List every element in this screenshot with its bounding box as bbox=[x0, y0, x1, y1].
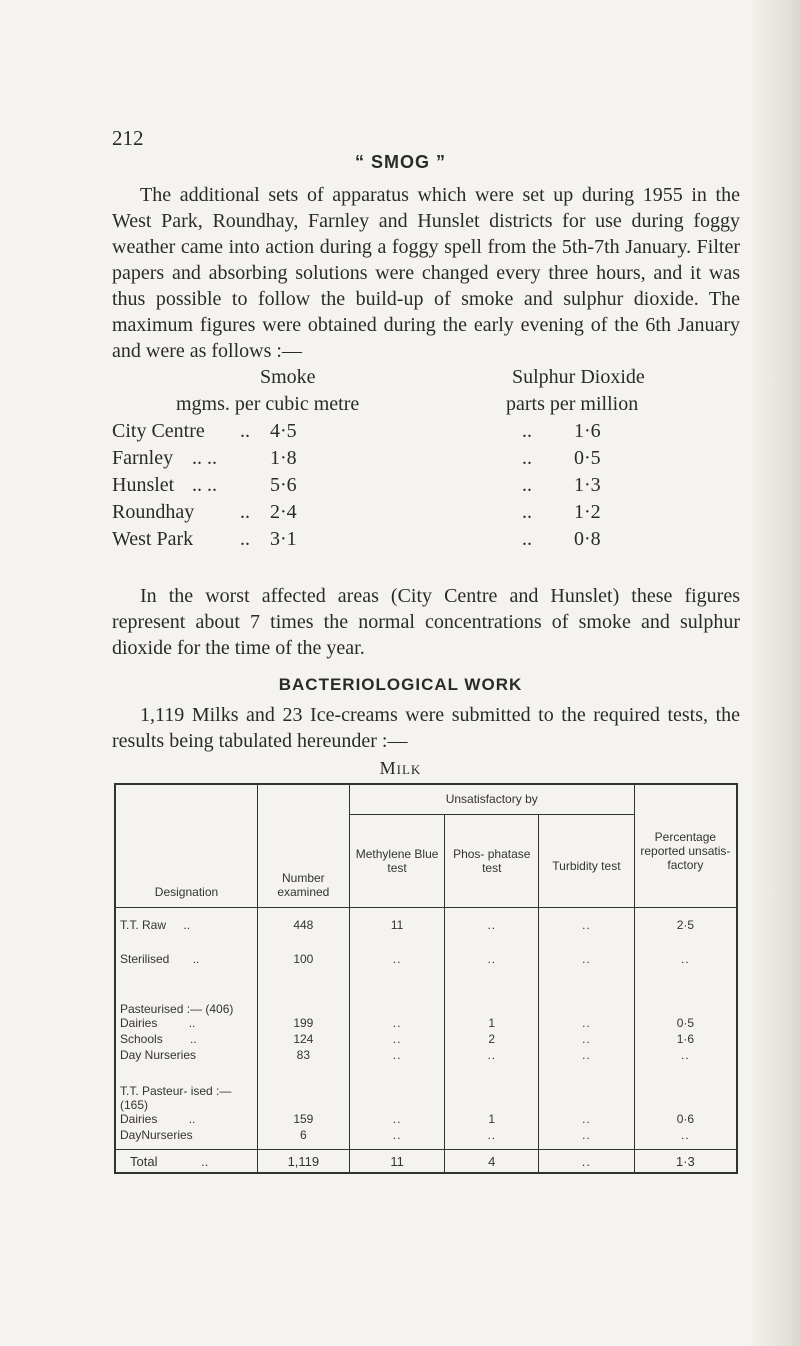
smog-paragraph-text: The additional sets of apparatus which were set up during 1955 in the West Park, Roundhay, Farnley and Hunslet districts for use during foggy weather came into action during a foggy spell from the 5th-7th January. Filter papers and absorbing solutions were changed every three hours, and it was thus possible to follow the build-up of smoke and sulphur dioxide. The maximum figures were obtained during the early evening of the 6th January and were as follows :— bbox=[112, 184, 740, 362]
methylene-blue-header: Methylene Blue test bbox=[349, 814, 445, 907]
smog-dots: .. bbox=[240, 528, 250, 550]
methylene-cell: .. bbox=[349, 1112, 445, 1128]
phosphatase-cell: 4 bbox=[445, 1150, 539, 1174]
designation-cell: DayNurseries bbox=[115, 1128, 257, 1150]
bacteriological-heading: BACTERIOLOGICAL WORK bbox=[278, 675, 523, 694]
sulphur-unit-header: parts per million bbox=[506, 393, 639, 415]
smog-place: Farnley bbox=[112, 447, 174, 469]
smog-row bbox=[112, 420, 740, 447]
smog-conclusion bbox=[112, 583, 740, 661]
phosphatase-cell: .. bbox=[445, 1128, 539, 1150]
smog-dots: .. bbox=[522, 501, 532, 523]
smog-dots: .. bbox=[522, 528, 532, 550]
smog-conclusion-text: In the worst affected areas (City Centre and Hunslet) these figures represent about 7 times the normal concentrations of smoke and sulphur dioxide for the time of the year. bbox=[112, 585, 740, 659]
number-cell: 6 bbox=[257, 1128, 349, 1150]
percentage-cell: 0·5 bbox=[634, 1016, 737, 1032]
unsatisfactory-by-header: Unsatisfactory by bbox=[349, 784, 634, 814]
sulphur-header: Sulphur Dioxide bbox=[512, 366, 645, 388]
smoke-unit-header: mgms. per cubic metre bbox=[176, 393, 360, 415]
milk-subheading: Milk bbox=[379, 758, 422, 778]
methylene-cell: 11 bbox=[349, 918, 445, 952]
total-row bbox=[115, 1150, 737, 1174]
bacteriological-paragraph-text: 1,119 Milks and 23 Ice-creams were submitted to the required tests, the results being tabulated hereunder :— bbox=[112, 704, 740, 752]
table-row bbox=[115, 1128, 737, 1150]
methylene-cell: .. bbox=[349, 1016, 445, 1032]
smog-so2-value: 0·5 bbox=[574, 447, 601, 469]
smog-dots: .. bbox=[522, 420, 532, 442]
phosphatase-cell: .. bbox=[445, 918, 539, 952]
bacteriological-paragraph bbox=[112, 702, 740, 754]
methylene-cell: .. bbox=[349, 1032, 445, 1048]
turbidity-header: Turbidity test bbox=[539, 814, 635, 907]
methylene-cell: .. bbox=[349, 1048, 445, 1064]
number-cell: 448 bbox=[257, 918, 349, 952]
designation-cell: Sterilised .. bbox=[115, 952, 257, 986]
smog-place: Hunslet bbox=[112, 474, 175, 496]
table-spacer bbox=[115, 907, 737, 918]
smog-so2-value: 0·8 bbox=[574, 528, 601, 550]
smog-dots: .. .. bbox=[192, 474, 217, 496]
turbidity-cell: .. bbox=[539, 1150, 635, 1174]
methylene-cell: 11 bbox=[349, 1150, 445, 1174]
smog-row bbox=[112, 528, 740, 555]
number-cell: 83 bbox=[257, 1048, 349, 1064]
designation-cell: Dairies .. bbox=[115, 1112, 257, 1128]
number-cell: 199 bbox=[257, 1016, 349, 1032]
smog-smoke-value: 3·1 bbox=[270, 528, 297, 550]
table-row bbox=[115, 1112, 737, 1128]
number-examined-header: Number examined bbox=[257, 784, 349, 907]
phosphatase-cell: .. bbox=[445, 952, 539, 986]
designation-cell: Schools .. bbox=[115, 1032, 257, 1048]
table-row bbox=[115, 1016, 737, 1032]
smog-smoke-value: 4·5 bbox=[270, 420, 297, 442]
percentage-cell: .. bbox=[634, 952, 737, 986]
table-row bbox=[115, 952, 737, 986]
smog-smoke-value: 5·6 bbox=[270, 474, 297, 496]
designation-header: Designation bbox=[115, 784, 257, 907]
percentage-cell: 2·5 bbox=[634, 918, 737, 952]
designation-cell: T.T. Pasteur- ised :—(165) bbox=[115, 1064, 257, 1112]
phosphatase-cell: 2 bbox=[445, 1032, 539, 1048]
smog-so2-value: 1·3 bbox=[574, 474, 601, 496]
table-row bbox=[115, 1064, 737, 1112]
smog-dots: .. bbox=[522, 447, 532, 469]
percentage-header: Percentage reported unsatis- factory bbox=[634, 784, 737, 907]
smog-heading: “ SMOG ” bbox=[354, 152, 446, 172]
phosphatase-cell: .. bbox=[445, 1048, 539, 1064]
percentage-cell: 1·3 bbox=[634, 1150, 737, 1174]
percentage-cell: .. bbox=[634, 1048, 737, 1064]
smog-place: City Centre bbox=[112, 420, 205, 442]
smog-dots: .. .. bbox=[192, 447, 217, 469]
smog-so2-value: 1·2 bbox=[574, 501, 601, 523]
smog-row bbox=[112, 447, 740, 474]
phosphatase-cell: 1 bbox=[445, 1016, 539, 1032]
smog-dots: .. bbox=[240, 420, 250, 442]
smog-dots: .. bbox=[240, 501, 250, 523]
smog-table bbox=[112, 366, 740, 555]
designation-cell: Dairies .. bbox=[115, 1016, 257, 1032]
smog-paragraph bbox=[112, 182, 740, 364]
phosphatase-header: Phos- phatase test bbox=[445, 814, 539, 907]
methylene-cell: .. bbox=[349, 952, 445, 986]
turbidity-cell: .. bbox=[539, 1048, 635, 1064]
page-number: 212 bbox=[112, 126, 144, 150]
smog-so2-value: 1·6 bbox=[574, 420, 601, 442]
number-cell: 159 bbox=[257, 1112, 349, 1128]
table-row bbox=[115, 1048, 737, 1064]
percentage-cell: 0·6 bbox=[634, 1112, 737, 1128]
smog-place: West Park bbox=[112, 528, 194, 550]
page-edge-shadow bbox=[751, 0, 801, 1346]
smoke-header: Smoke bbox=[260, 366, 316, 388]
percentage-cell: 1·6 bbox=[634, 1032, 737, 1048]
methylene-cell: .. bbox=[349, 1128, 445, 1150]
number-cell: 100 bbox=[257, 952, 349, 986]
number-cell: 124 bbox=[257, 1032, 349, 1048]
phosphatase-cell: 1 bbox=[445, 1112, 539, 1128]
turbidity-cell: .. bbox=[539, 1032, 635, 1048]
turbidity-cell: .. bbox=[539, 1016, 635, 1032]
smog-row bbox=[112, 501, 740, 528]
smog-header-row-1 bbox=[112, 366, 740, 393]
designation-cell: Day Nurseries bbox=[115, 1048, 257, 1064]
smog-place: Roundhay bbox=[112, 501, 195, 523]
designation-cell: Pasteurised :— (406) bbox=[115, 986, 257, 1016]
number-cell: 1,119 bbox=[257, 1150, 349, 1174]
milk-table bbox=[114, 783, 738, 1174]
designation-cell: T.T. Raw .. bbox=[115, 918, 257, 952]
turbidity-cell: .. bbox=[539, 918, 635, 952]
smog-header-row-2 bbox=[112, 393, 740, 420]
smog-dots: .. bbox=[522, 474, 532, 496]
table-row bbox=[115, 918, 737, 952]
designation-cell: Total .. bbox=[115, 1150, 257, 1174]
table-row bbox=[115, 986, 737, 1016]
turbidity-cell: .. bbox=[539, 952, 635, 986]
percentage-cell: .. bbox=[634, 1128, 737, 1150]
turbidity-cell: .. bbox=[539, 1128, 635, 1150]
table-row bbox=[115, 1032, 737, 1048]
smog-smoke-value: 2·4 bbox=[270, 501, 297, 523]
turbidity-cell: .. bbox=[539, 1112, 635, 1128]
smog-smoke-value: 1·8 bbox=[270, 447, 297, 469]
smog-row bbox=[112, 474, 740, 501]
